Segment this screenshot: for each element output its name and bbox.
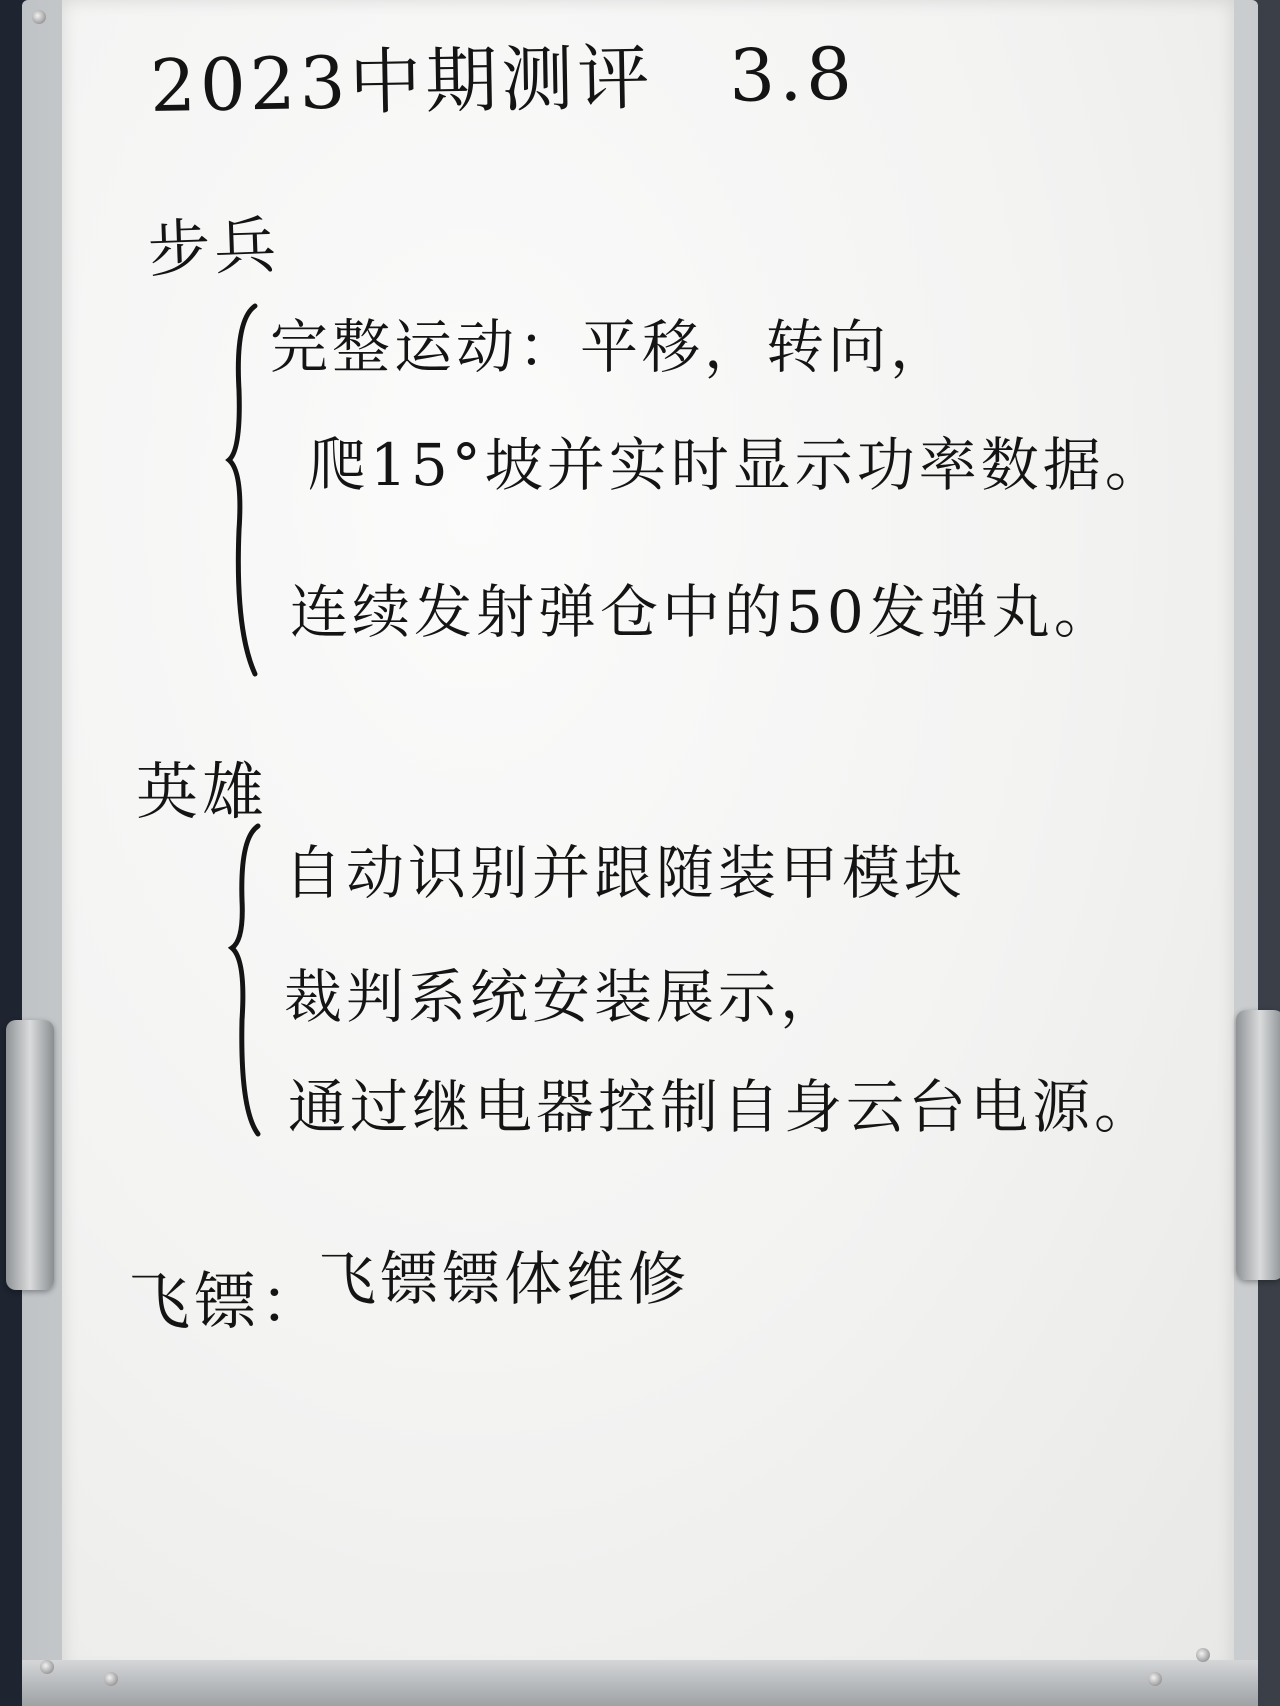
infantry-item-2: 爬15°坡并实时显示功率数据。 [308, 431, 1167, 499]
screw-bottom-left [40, 1660, 54, 1674]
right-mount-clip [1236, 1010, 1280, 1280]
section-heading-dart: 飞镖： [128, 1265, 327, 1338]
hero-item-2: 裁判系统安装展示， [284, 963, 843, 1031]
dart-item-1: 飞镖镖体维修 [318, 1245, 691, 1313]
screw-bottom-rail-2 [1148, 1672, 1162, 1686]
left-mount-clip [6, 1020, 54, 1290]
section-heading-infantry: 步兵 [146, 208, 282, 286]
infantry-item-1: 完整运动：平移，转向， [270, 313, 953, 381]
brace-hero [228, 820, 268, 1140]
screw-bottom-rail-1 [104, 1672, 118, 1686]
hero-item-3: 通过继电器控制自身云台电源。 [288, 1073, 1157, 1141]
infantry-item-3: 连续发射弹仓中的50发弹丸。 [290, 578, 1116, 646]
screw-top-left [32, 10, 46, 24]
board-title: 2023中期测评 3.8 [149, 31, 857, 128]
screw-bottom-right [1196, 1648, 1210, 1662]
whiteboard-bottom-rail [22, 1660, 1258, 1706]
hero-item-1: 自动识别并跟随装甲模块 [284, 839, 967, 907]
brace-infantry [225, 300, 265, 680]
section-heading-hero: 英雄 [136, 755, 269, 828]
